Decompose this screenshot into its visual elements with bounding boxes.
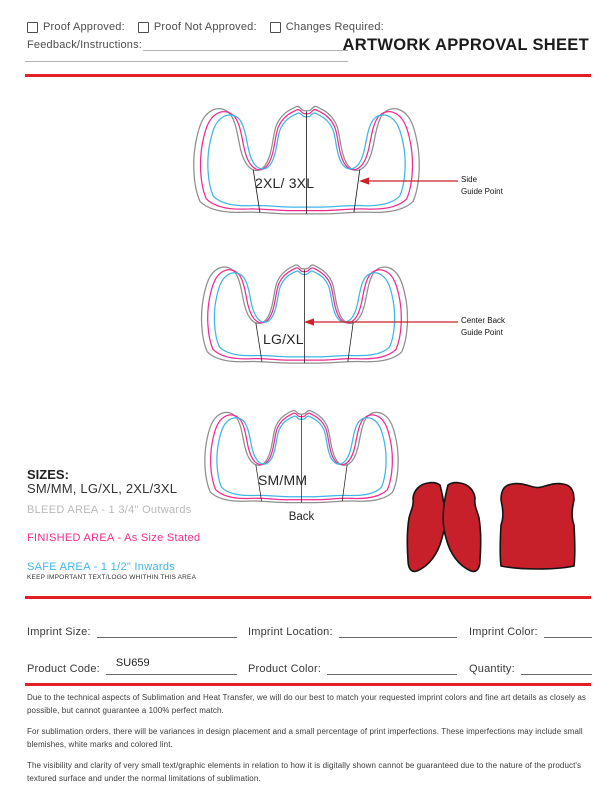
proof-not-approved-checkbox[interactable]: [138, 22, 149, 33]
center-back-guide-line2: Guide Point: [461, 328, 503, 337]
pattern-size-label-sm-mm: SM/MM: [258, 472, 308, 488]
imprint-location-input-line[interactable]: [339, 624, 457, 638]
finished-area-note: FINISHED AREA - As Size Stated: [27, 532, 201, 544]
proof-status-row: [27, 21, 384, 33]
changes-required-checkbox[interactable]: [270, 22, 281, 33]
back-view-label: Back: [288, 511, 315, 523]
side-guide-line2: Guide Point: [461, 187, 503, 196]
feedback-input-line-2[interactable]: [25, 61, 348, 62]
feedback-input-line-1[interactable]: [143, 50, 348, 51]
imprint-size-label: Imprint Size:: [27, 626, 91, 638]
quantity-input-line[interactable]: [521, 661, 592, 675]
changes-required-option[interactable]: [270, 21, 384, 33]
product-code-field: [27, 659, 237, 675]
quantity-field: [469, 659, 592, 675]
product-color-label: Product Color:: [248, 663, 322, 675]
vest-product-images: [405, 478, 578, 575]
header-divider-rule: [25, 74, 591, 77]
disclaimer-paragraph-3: The visibility and clarity of very small text/graphic elements in relation to how it is digitally shown cannot be guaranteed due to the nature of the product's textured surface and under the normal limitations of sublimation.: [27, 761, 582, 783]
imprint-color-input-line[interactable]: [544, 624, 592, 638]
disclaimer-paragraph-1: Due to the technical aspects of Sublimation and Heat Transfer, we will do our best to match your requested imprint colors and fine art details as closely as possible, but cannot guarantee a 100% perfect match.: [27, 693, 586, 715]
center-back-guide-line1: Center Back: [461, 316, 506, 325]
proof-not-approved-option[interactable]: [138, 21, 257, 33]
product-code-input-line[interactable]: [106, 657, 237, 675]
center-back-guide-point-note: [461, 315, 505, 339]
vest-front-image: [407, 483, 480, 572]
pattern-lg-xl-diagram: [198, 256, 411, 370]
product-code-value: SU659: [115, 657, 150, 669]
imprint-color-label: Imprint Color:: [469, 626, 538, 638]
product-color-field: [248, 659, 457, 675]
changes-required-label: Changes Required:: [285, 21, 384, 33]
center-back-guide-arrow: [303, 316, 458, 328]
imprint-location-field: [248, 622, 457, 638]
imprint-location-label: Imprint Location:: [248, 626, 333, 638]
sizes-heading: SIZES:: [27, 467, 69, 482]
pattern-2xl-3xl-diagram: [190, 95, 423, 223]
safe-area-note: SAFE AREA - 1 1/2" Inwards: [27, 561, 176, 573]
pattern-sm-mm-diagram: [200, 402, 403, 509]
pattern-size-label-2xl-3xl: 2XL/ 3XL: [255, 175, 315, 191]
product-code-label: Product Code:: [27, 663, 100, 675]
bleed-area-note: BLEED AREA - 1 3/4" Outwards: [27, 504, 192, 516]
proof-approved-checkbox[interactable]: [27, 22, 38, 33]
side-guide-line1: Side: [461, 175, 478, 184]
imprint-size-field: [27, 622, 237, 638]
product-color-input-line[interactable]: [327, 661, 457, 675]
safe-area-subnote: KEEP IMPORTANT TEXT/LOGO WHITHIN THIS AREA: [27, 574, 197, 581]
disclaimer-divider-rule: [25, 683, 591, 686]
form-divider-rule: [25, 596, 591, 599]
imprint-size-input-line[interactable]: [97, 624, 237, 638]
side-guide-arrow: [358, 175, 458, 187]
pattern-size-label-lg-xl: LG/XL: [263, 331, 304, 347]
vest-back-image: [500, 484, 575, 569]
disclaimer-text: [27, 691, 592, 792]
page-title: ARTWORK APPROVAL SHEET: [342, 36, 589, 54]
proof-approved-option[interactable]: [27, 21, 125, 33]
quantity-label: Quantity:: [469, 663, 515, 675]
sizes-value: SM/MM, LG/XL, 2XL/3XL: [27, 481, 178, 496]
imprint-color-field: [469, 622, 592, 638]
disclaimer-paragraph-2: For sublimation orders, there will be variances in design placement and a small percentage of print imperfections. These imperfections may include small blemishes, white marks and colored lint.: [27, 727, 583, 749]
proof-approved-label: Proof Approved:: [43, 21, 125, 33]
feedback-instructions-label: Feedback/Instructions:: [27, 39, 143, 51]
proof-not-approved-label: Proof Not Approved:: [153, 21, 257, 33]
side-guide-point-note: [461, 174, 503, 198]
